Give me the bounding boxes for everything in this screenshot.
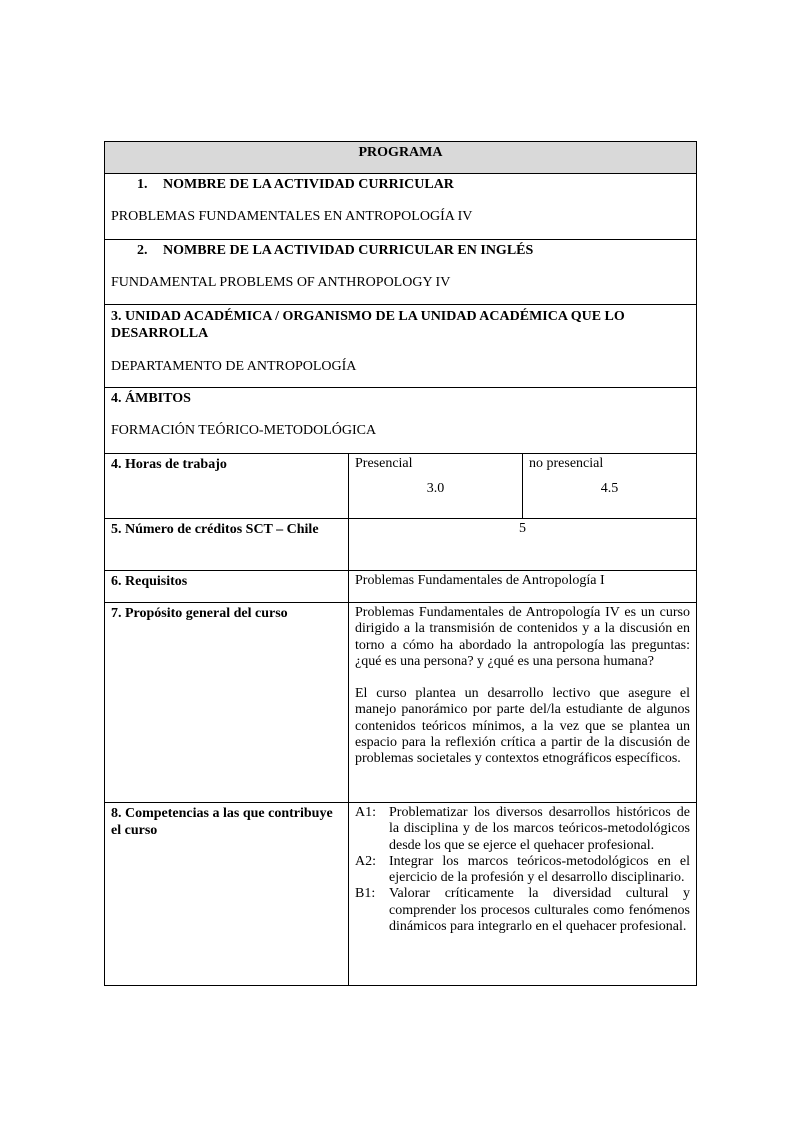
value: 5: [519, 521, 526, 536]
paragraph: El curso plantea un desarrollo lectivo que asegure el manejo panorámico por parte del/la estudiante de algunos contenidos teóricos mínimos, a la vez que se plantea un espacio para la reflexión crítica a partir de la discusión de problemas societales y contextos etnográficos específicos.: [355, 686, 690, 767]
row-credits: [105, 518, 696, 570]
section-activity-name-english: [105, 239, 696, 304]
no-presencial-label: no presencial: [529, 456, 604, 471]
row-competencies: [105, 802, 696, 985]
competency-item: [355, 854, 690, 887]
no-presencial-cell: [522, 454, 696, 518]
section-title: 3. UNIDAD ACADÉMICA / ORGANISMO DE LA UNIDAD ACADÉMICA QUE LO DESARROLLA: [111, 309, 625, 341]
section-value: DEPARTAMENTO DE ANTROPOLOGÍA: [111, 359, 357, 374]
presencial-label: Presencial: [355, 456, 413, 471]
row-work-hours: [105, 453, 696, 518]
no-presencial-value: 4.5: [600, 481, 619, 496]
presencial-value: 3.0: [426, 481, 445, 496]
section-value: FUNDAMENTAL PROBLEMS OF ANTHROPOLOGY IV: [111, 275, 451, 290]
competency-code: A2:: [355, 853, 376, 869]
label: 5. Número de créditos SCT – Chile: [105, 519, 349, 570]
section-ambitos: [105, 387, 696, 453]
section-activity-name: [105, 173, 696, 239]
label: 8. Competencias a las que contribuye el curso: [105, 803, 349, 985]
table-header: PROGRAMA: [105, 142, 696, 173]
value: Problemas Fundamentales de Antropología I: [355, 573, 605, 588]
competency-list: [349, 803, 696, 985]
competency-text: Integrar los marcos teóricos-metodológicos en el ejercicio de la profesión y el desarrollo disciplinario.: [389, 853, 690, 886]
paragraph: Problemas Fundamentales de Antropología IV es un curso dirigido a la transmisión de contenidos y a la discusión en torno a cómo ha abordado la antropología las preguntas: ¿qué es una persona? y ¿qué es una persona humana?: [355, 605, 690, 669]
row-purpose: [105, 602, 696, 802]
competency-text: Valorar críticamente la diversidad cultural y comprender los procesos culturales como fenómenos dinámicos para integrarlo en el quehacer profesional.: [389, 886, 690, 935]
section-value: FORMACIÓN TEÓRICO-METODOLÓGICA: [111, 423, 377, 438]
section-value: PROBLEMAS FUNDAMENTALES EN ANTROPOLOGÍA IV: [111, 209, 473, 224]
competency-code: B1:: [355, 886, 376, 902]
competency-text: Problematizar los diversos desarrollos históricos de la disciplina y de los marcos teóricos-metodológicos desde los que se ejerce el quehacer profesional.: [389, 805, 690, 853]
program-table: [104, 141, 697, 986]
section-title: NOMBRE DE LA ACTIVIDAD CURRICULAR EN INGLÉS: [163, 243, 534, 258]
section-academic-unit: [105, 304, 696, 387]
competency-item: [355, 886, 690, 935]
row-requirements: [105, 570, 696, 602]
section-title: 4. ÁMBITOS: [111, 391, 191, 406]
label: 7. Propósito general del curso: [105, 603, 349, 802]
competency-code: A1:: [355, 805, 376, 820]
competency-item: [355, 805, 690, 854]
section-title: NOMBRE DE LA ACTIVIDAD CURRICULAR: [163, 177, 454, 192]
section-number: 2.: [137, 243, 148, 258]
label: 4. Horas de trabajo: [105, 454, 349, 518]
presencial-cell: [349, 454, 522, 518]
section-number: 1.: [137, 177, 148, 192]
label: 6. Requisitos: [105, 571, 349, 602]
